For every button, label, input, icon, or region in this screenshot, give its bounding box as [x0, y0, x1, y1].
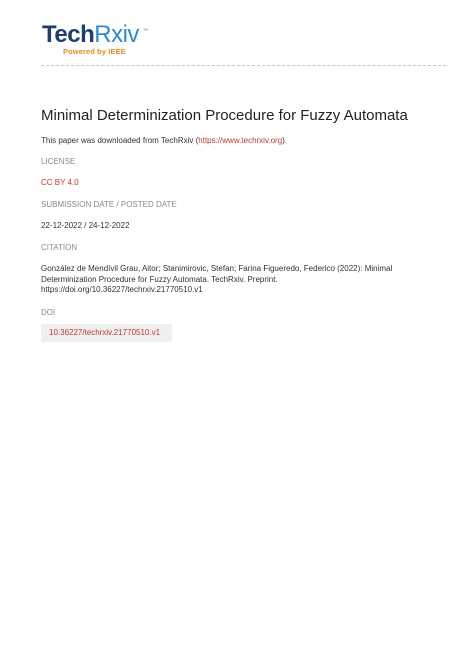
intro-suffix: ).	[282, 136, 288, 145]
techrxiv-link[interactable]: https://www.techrxiv.org	[198, 136, 283, 145]
intro-prefix: This paper was downloaded from TechRxiv (	[41, 136, 199, 145]
doi-link[interactable]: 10.36227/techrxiv.21770510.v1	[49, 328, 161, 337]
logo-trademark: ™	[143, 28, 148, 34]
logo-tagline: Powered by IEEE	[63, 47, 126, 56]
header-divider	[41, 65, 446, 66]
license-label: LICENSE	[41, 157, 76, 166]
citation-label: CITATION	[41, 243, 78, 252]
logo-rxiv: Rxiv	[94, 21, 139, 48]
logo-wordmark	[42, 22, 139, 48]
license-link[interactable]: CC BY 4.0	[41, 178, 79, 187]
doi-label: DOI	[41, 308, 56, 317]
paper-title: Minimal Determinization Procedure for Fuzzy Automata	[41, 107, 408, 124]
submission-date-value: 22-12-2022 / 24-12-2022	[41, 221, 130, 230]
techrxiv-logo[interactable]	[42, 22, 152, 58]
doi-badge[interactable]	[41, 324, 172, 342]
download-notice	[41, 136, 441, 146]
citation-text: González de Mendívil Grau, Aitor; Stanimirovic, Stefan; Farina Figueredo, Federico (2022): Minimal Determinization Procedure for Fuzzy Automata. TechRxiv. Preprint. https://doi.org/10.36227/techrxiv.21770510.v1	[41, 264, 393, 294]
submission-date-label: SUBMISSION DATE / POSTED DATE	[41, 200, 177, 209]
logo-tech: Tech	[42, 21, 95, 48]
